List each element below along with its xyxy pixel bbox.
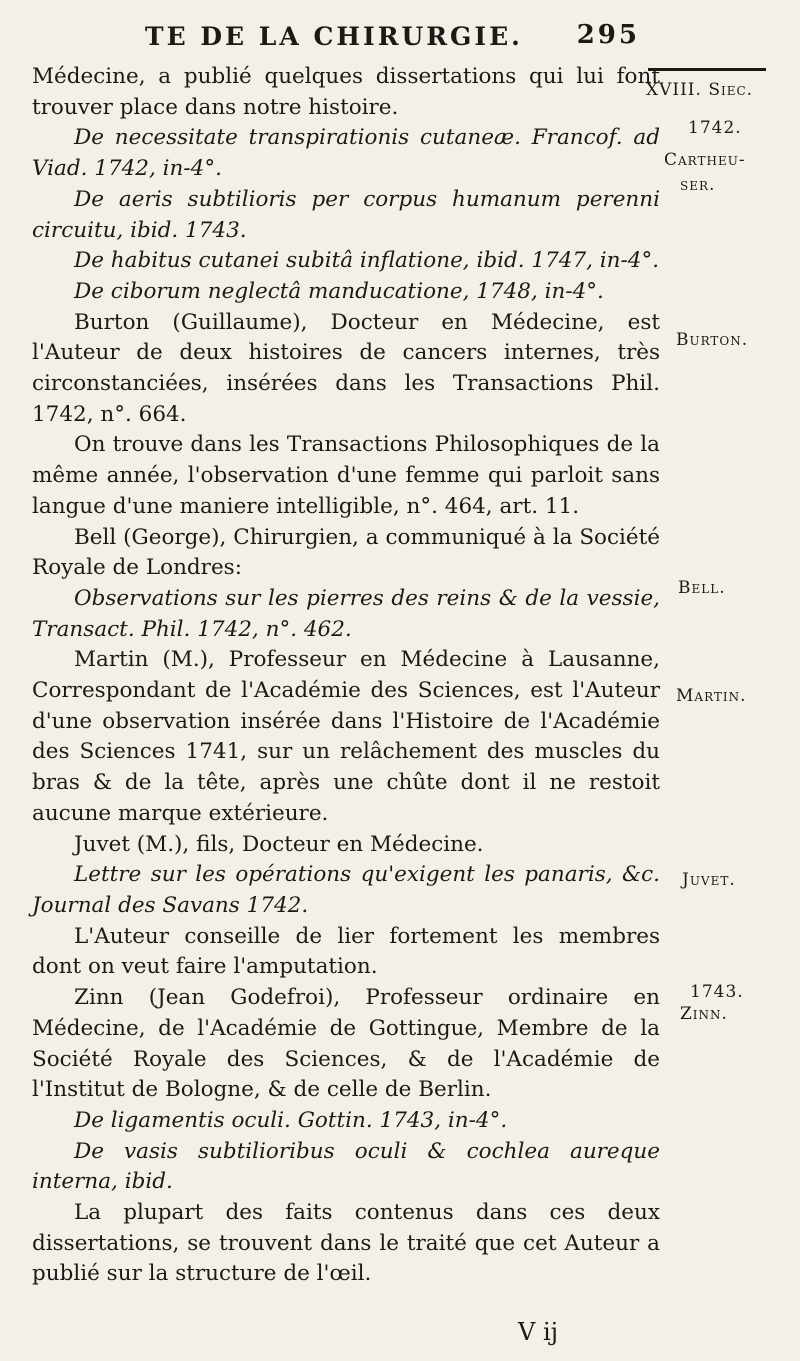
- running-title: TE DE LA CHIRURGIE.: [145, 22, 523, 51]
- paragraph-bell: Bell (George), Chirurgien, a communiqué à la Société Royale de Londres:: [32, 524, 660, 581]
- margin-note-1742: 1742.: [688, 118, 742, 138]
- paragraph-burton: Burton (Guillaume), Docteur en Médecine, est l'Auteur de deux histoires de cancers internes, très circonstanciées, insérées dans les Transactions Phil. 1742, n°. 664.: [32, 309, 660, 427]
- margin-note-juvet: Juvet.: [682, 870, 736, 890]
- margin-note-burton: Burton.: [676, 330, 749, 350]
- margin-note-bell: Bell.: [678, 578, 726, 598]
- margin-note-martin: Martin.: [676, 686, 747, 706]
- paragraph-transactions: On trouve dans les Transactions Philosophiques de la même année, l'observation d'une femme qui parloit sans langue d'une maniere intelligible, n°. 464, art. 11.: [32, 432, 660, 519]
- paragraph-medecine: Médecine, a publié quelques dissertations qui lui font trouver place dans notre histoire.: [32, 64, 660, 120]
- paragraph-ciborum: De ciborum neglectâ manducatione, 1748, in-4°.: [74, 278, 604, 304]
- margin-note-1743: 1743.: [690, 982, 744, 1002]
- margin-note-century: XVIII. Siec.: [646, 80, 754, 100]
- paragraph-lettre: Lettre sur les opérations qu'exigent les panaris, &c. Journal des Savans 1742.: [32, 862, 660, 918]
- paragraph-plupart: La plupart des faits contenus dans ces deux dissertations, se trouvent dans le traité que cet Auteur a publié sur la structure de l'œil.: [32, 1200, 660, 1287]
- main-text: [32, 62, 660, 1290]
- paragraph-observations: Observations sur les pierres des reins & de la vessie, Transact. Phil. 1742, n°. 462.: [32, 585, 660, 642]
- paragraph-aeris: De aeris subtilioris per corpus humanum perenni circuitu, ibid. 1743.: [32, 186, 660, 243]
- paragraph-ligamentis: De ligamentis oculi. Gottin. 1743, in-4°.: [74, 1107, 508, 1133]
- paragraph-vasis: De vasis subtilioribus oculi & cochlea aureque interna, ibid.: [32, 1138, 660, 1195]
- paragraph-necessitate: De necessitate transpirationis cutaneæ. Francof. ad Viad. 1742, in-4°.: [32, 125, 660, 182]
- page-number: 295: [576, 20, 640, 50]
- paragraph-habitus: De habitus cutanei subitâ inflatione, ibid. 1747, in-4°.: [74, 248, 660, 274]
- margin-rule: [648, 68, 766, 71]
- margin-note-cartheuser-1: Cartheu-: [664, 150, 746, 170]
- paragraph-juvet: Juvet (M.), fils, Docteur en Médecine.: [74, 831, 484, 857]
- signature-mark: V ij: [518, 1318, 559, 1346]
- paragraph-zinn: Zinn (Jean Godefroi), Professeur ordinaire en Médecine, de l'Académie de Gottingue, Membre de la Société Royale des Sciences, & de l'Académie de l'Institut de Bologne, & de celle de Berlin.: [32, 985, 660, 1103]
- running-header: [145, 14, 640, 58]
- paragraph-amputation: L'Auteur conseille de lier fortement les membres dont on veut faire l'amputation.: [32, 923, 660, 980]
- margin-note-zinn: Zinn.: [680, 1004, 728, 1024]
- margin-note-cartheuser-2: ser.: [680, 175, 716, 195]
- paragraph-martin: Martin (M.), Professeur en Médecine à Lausanne, Correspondant de l'Académie des Sciences, est l'Auteur d'une observation insérée dans l'Histoire de l'Académie des Sciences 1741, sur un relâchement des muscles du bras & de la tête, après une chûte dont il ne restoit aucune marque extérieure.: [32, 647, 660, 826]
